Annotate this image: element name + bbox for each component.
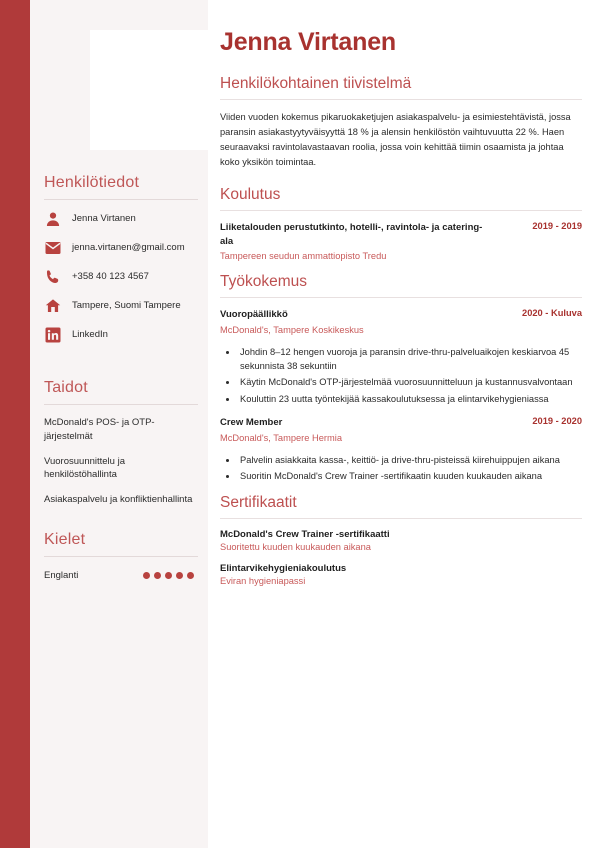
left-accent-bar: [0, 0, 30, 848]
education-entry: [220, 221, 582, 263]
divider: [220, 99, 582, 100]
section-certificates: [220, 494, 582, 586]
contact-value: Jenna Virtanen: [72, 213, 136, 225]
profile-photo-placeholder: [90, 30, 210, 150]
sidebar-heading-personal: Henkilötiedot: [44, 174, 140, 191]
sidebar-heading-languages: Kielet: [44, 530, 86, 548]
entry-header: [220, 416, 582, 429]
experience-entry: [220, 308, 582, 406]
bullet-item: • Johdin 8–12 hengen vuoroja ja paransin drive-thru-palveluaikojen keskiarvoa 45 sekunnista 38 sekuntiin: [238, 345, 582, 374]
section-heading-experience: Työkokemus: [220, 273, 308, 291]
page-title: Jenna Virtanen: [220, 28, 396, 56]
level-dot: [176, 572, 183, 579]
divider: [220, 297, 582, 298]
contact-value: +358 40 123 4567: [72, 271, 149, 283]
summary-text: Viiden vuoden kokemus pikaruokaketjujen asiakaspalvelu- ja esimiestehtävistä, jossa paransin asiakastyytyväisyyttä 18 % ja alensin henkilöstön vaihtuvuutta 22 %. Haen seuraavaksi ravintolavastaavan roolia, jossa voin kehittää tiimin osaamista ja johtaa koko yksikön toimintaa.: [220, 112, 571, 168]
bullet-item: • Kouluttin 23 uutta työntekijää kassakoulutuksessa ja elintarvikehygieniassa: [238, 392, 582, 406]
divider: [44, 556, 198, 557]
contact-item-location: [44, 297, 198, 315]
main-content: [208, 0, 600, 848]
divider: [44, 199, 198, 200]
certificate-detail: Eviran hygieniapassi: [220, 575, 306, 586]
language-name: Englanti: [44, 569, 79, 581]
bullet-item: • Käytin McDonald's OTP-järjestelmää vuorosuunnitteluun ja kustannusvalvontaan: [238, 375, 582, 389]
person-icon: [44, 210, 62, 228]
linkedin-icon: [44, 326, 62, 344]
contact-list: [44, 210, 198, 344]
bullet-item: • Palvelin asiakkaita kassa-, keittiö- ja drive-thru-pisteissä kiirehuippujen aikana: [238, 453, 582, 467]
experience-date: 2019 - 2020: [532, 416, 582, 427]
skill-item: McDonald's POS- ja OTP-järjestelmät: [44, 417, 155, 442]
level-dot: [154, 572, 161, 579]
bullet-item: • Suoritin McDonald's Crew Trainer -sertifikaatin kuuden kuukauden aikana: [238, 469, 582, 483]
section-heading-education: Koulutus: [220, 186, 281, 204]
contact-item-phone[interactable]: [44, 268, 198, 286]
divider: [220, 210, 582, 211]
home-icon: [44, 297, 62, 315]
section-summary: [220, 75, 582, 170]
certificate-detail: Suoritettu kuuden kuukauden aikana: [220, 541, 371, 552]
certificate-entry: [220, 563, 582, 586]
language-level-dots: [143, 572, 194, 579]
skill-item: Vuorosuunnittelu ja henkilöstöhallinta: [44, 455, 125, 481]
divider: [44, 404, 198, 405]
sidebar-heading-skills: Taidot: [44, 379, 88, 396]
entry-header: [220, 308, 582, 321]
contact-value: LinkedIn: [72, 329, 108, 341]
experience-bullets: [220, 453, 582, 484]
experience-title: Crew Member: [220, 417, 283, 429]
divider: [220, 518, 582, 519]
experience-bullets: [220, 345, 582, 407]
experience-entry: [220, 416, 582, 483]
section-heading-certificates: Sertifikaatit: [220, 493, 297, 511]
certificate-entry: [220, 529, 582, 552]
contact-item-email[interactable]: [44, 239, 198, 257]
language-item: [44, 570, 198, 581]
level-dot: [187, 572, 194, 579]
sidebar: [30, 0, 208, 848]
education-institution: Tampereen seudun ammattiopisto Tredu: [220, 251, 387, 262]
contact-item-linkedin[interactable]: [44, 326, 198, 344]
section-education: [220, 186, 582, 263]
certificate-title: McDonald's Crew Trainer -sertifikaatti: [220, 528, 390, 540]
skill-item: Asiakaspalvelu ja konfliktienhallinta: [44, 494, 193, 506]
envelope-icon: [44, 239, 62, 257]
experience-employer: McDonald's, Tampere Hermia: [220, 432, 342, 443]
experience-title: Vuoropäällikkö: [220, 309, 288, 321]
phone-icon: [44, 268, 62, 286]
experience-date: 2020 - Kuluva: [522, 308, 582, 319]
contact-value: jenna.virtanen@gmail.com: [72, 242, 185, 254]
section-heading-summary: Henkilökohtainen tiivistelmä: [220, 75, 412, 92]
certificate-title: Elintarvikehygieniakoulutus: [220, 562, 347, 574]
level-dot: [143, 572, 150, 579]
experience-employer: McDonald's, Tampere Koskikeskus: [220, 324, 364, 335]
education-degree: Liiketalouden perustutkinto, hotelli-, ravintola- ja catering-ala: [220, 222, 483, 247]
education-date: 2019 - 2019: [532, 221, 582, 232]
contact-value: Tampere, Suomi Tampere: [72, 300, 181, 312]
entry-header: [220, 221, 582, 248]
contact-item-name: [44, 210, 198, 228]
level-dot: [165, 572, 172, 579]
section-experience: [220, 273, 582, 483]
